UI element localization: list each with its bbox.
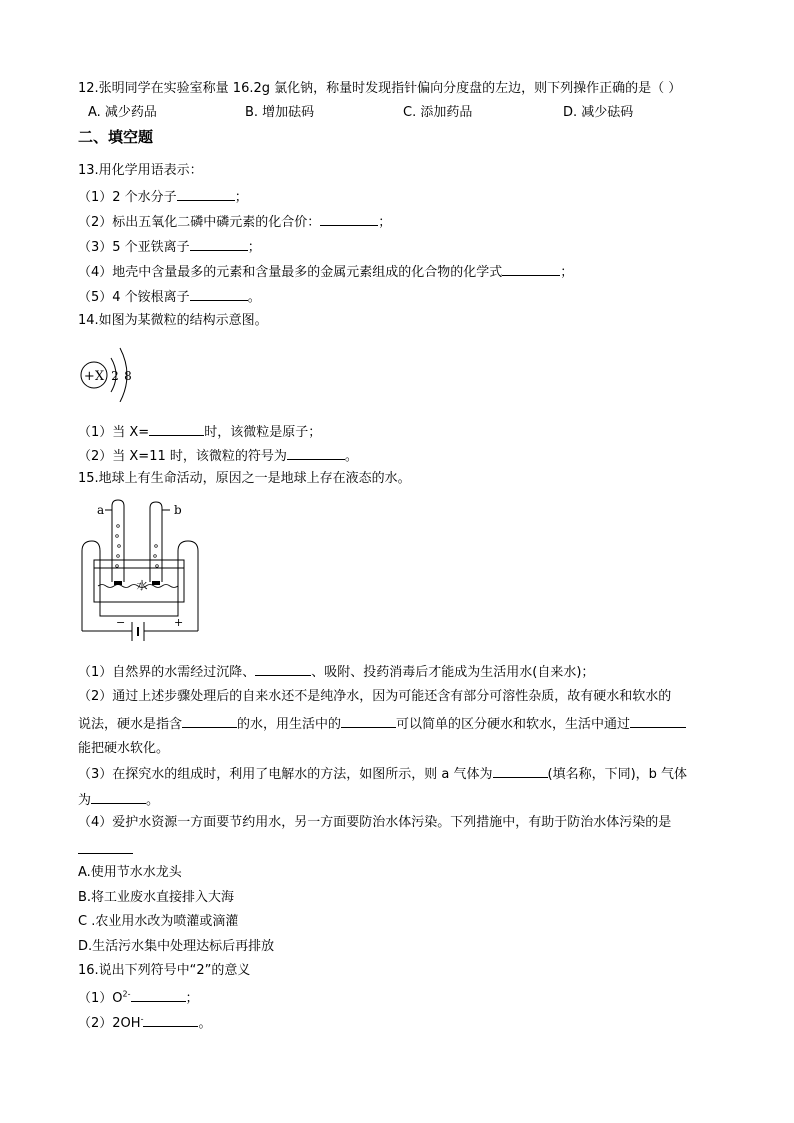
answer-blank[interactable] [493, 764, 548, 778]
left-test-tube [112, 500, 124, 582]
answer-blank[interactable] [177, 187, 235, 201]
answer-blank[interactable] [255, 662, 311, 676]
answer-blank[interactable] [182, 714, 237, 728]
atomic-structure-diagram [78, 338, 142, 402]
answer-blank[interactable] [341, 714, 396, 728]
q15-item-2-line3: 能把硬水软化。 [78, 741, 170, 756]
water-label: 水 [136, 579, 148, 592]
q12-option-d: D. 减少砝码 [563, 105, 634, 120]
q15-item-4-blank-line [78, 840, 133, 860]
right-electrode [152, 581, 160, 585]
positive-terminal: + [174, 616, 184, 629]
q13-item-1: （1）2 个水分子 ； [78, 187, 248, 207]
answer-blank[interactable] [91, 790, 146, 804]
answer-blank[interactable] [149, 422, 204, 436]
q16-item-1: $(1)O^{2-}$ ； [78, 989, 199, 1006]
nucleus-label: +X [83, 369, 105, 384]
right-test-tube [150, 502, 162, 582]
q15-option-d: D.生活污水集中处理达标后再排放 [78, 939, 275, 954]
answer-blank[interactable] [190, 287, 248, 301]
q15-option-a: A.使用节水水龙头 [78, 865, 182, 880]
q13-item-3: （3）5 个亚铁离子 ； [78, 237, 261, 257]
section-title: 二、填空题 [78, 128, 154, 146]
gas-bubbles [116, 525, 159, 568]
q15-item-1: （1）自然界的水需经过沉降、 、吸附、投药消毒后才能成为生活用水(自来水)； [78, 662, 594, 682]
gas-label-b: b [174, 503, 182, 517]
q13-item-5: （5）4 个铵根离子 。 [78, 287, 261, 307]
q14-item-2: （2）当 X=11 时，该微粒的符号为 。 [78, 446, 358, 466]
q12-option-c: C. 添加药品 [403, 105, 473, 120]
q13-stem: 13.用化学用语表示： [78, 163, 203, 178]
q16-item-2: （2）2OH- 。 [78, 1014, 212, 1031]
answer-blank[interactable] [630, 714, 686, 728]
answer-blank[interactable] [190, 237, 248, 251]
electrolysis-apparatus-diagram [78, 496, 204, 642]
q14-stem: 14.如图为某微粒的结构示意图。 [78, 313, 268, 328]
answer-blank[interactable] [287, 446, 345, 460]
q15-stem: 15.地球上有生命活动，原因之一是地球上存在液态的水。 [78, 471, 411, 486]
negative-terminal: − [116, 616, 126, 629]
q13-item-2: （2）标出五氧化二磷中磷元素的化合价： ； [78, 212, 391, 232]
answer-blank[interactable] [131, 988, 186, 1002]
left-electrode [114, 581, 122, 585]
q14-item-1: （1）当 X= 时，该微粒是原子； [78, 422, 321, 442]
answer-blank[interactable] [320, 212, 378, 226]
q12-stem: 12.张明同学在实验室称量 16.2g 氯化钠，称量时发现指针偏向分度盘的左边，则下列操作正确的是（ ） [78, 81, 682, 96]
answer-blank[interactable] [143, 1013, 198, 1027]
q13-item-4: （4）地壳中含量最多的元素和含量最多的金属元素组成的化合物的化学式 ； [78, 262, 573, 282]
shell-1-electrons: 2 [111, 369, 119, 383]
q15-item-2-line1: （2）通过上述步骤处理后的自来水还不是纯净水，因为可能还含有部分可溶性杂质，故有硬水和软水的 [78, 689, 672, 704]
q12-option-a: A. 减少药品 [88, 105, 157, 120]
gas-label-a: a [97, 503, 105, 517]
answer-blank[interactable] [502, 262, 560, 276]
q12-option-b: B. 增加砝码 [245, 105, 315, 120]
shell-2-electrons: 8 [124, 369, 132, 383]
q15-item-3-line1: （3）在探究水的组成时，利用了电解水的方法，如图所示，则 a 气体为 (填名称，下同)，b 气体 [78, 764, 687, 784]
q15-option-c: C .农业用水改为喷灌或滴灌 [78, 914, 239, 929]
q15-item-2-line2: 说法，硬水是指含 的水，用生活中的 可以简单的区分硬水和软水，生活中通过 [78, 714, 686, 734]
q16-stem: 16.说出下列符号中“2”的意义 [78, 963, 251, 978]
answer-blank[interactable] [78, 840, 133, 854]
q15-item-4: （4）爱护水资源一方面要节约用水，另一方面要防治水体污染。下列措施中，有助于防治水体污染的是 [78, 815, 672, 830]
q15-option-b: B.将工业废水直接排入大海 [78, 890, 235, 905]
q15-item-3-line2: 为 。 [78, 790, 159, 810]
